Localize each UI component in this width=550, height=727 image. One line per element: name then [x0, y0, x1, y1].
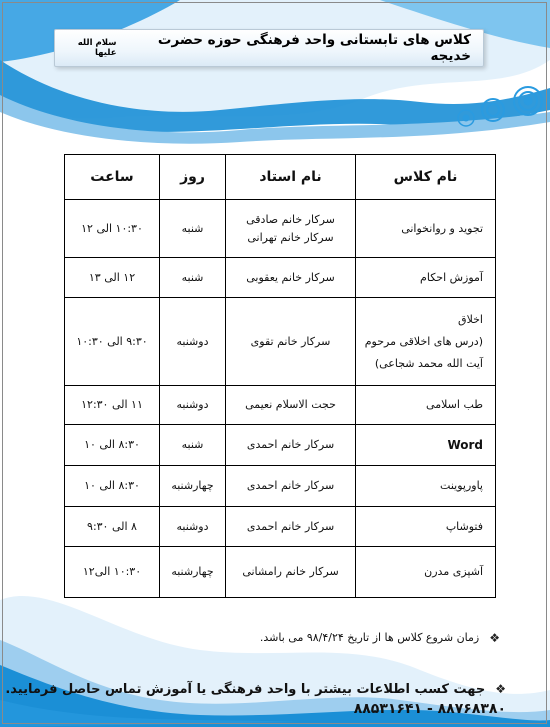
table-row [65, 547, 496, 598]
teacher-cell: سرکار خانم رامشانی [226, 547, 356, 598]
class-schedule-table [64, 154, 496, 598]
time-cell: ۱۰:۳۰ الی۱۲ [65, 547, 160, 598]
day-cell: شنبه [160, 258, 226, 298]
title-banner [54, 29, 484, 67]
day-cell: دوشنبه [160, 386, 226, 425]
day-cell: چهارشنبه [160, 466, 226, 507]
class-name-cell: آشپزی مدرن [356, 547, 496, 598]
time-cell: ۱۱ الی ۱۲:۳۰ [65, 386, 160, 425]
day-cell: دوشنبه [160, 507, 226, 547]
start-date-text: زمان شروع کلاس ها از تاریخ ۹۸/۴/۲۴ می باشد. [259, 631, 480, 644]
teacher-cell: سرکار خانم احمدی [226, 507, 356, 547]
time-cell: ۸:۳۰ الی ۱۰ [65, 466, 160, 507]
phone-numbers: ۸۸۷۶۸۳۸۰ - ۸۸۵۳۱۶۴۱ [353, 701, 506, 717]
contact-note [5, 682, 506, 717]
header-teacher-name: نام استاد [226, 155, 356, 200]
table-header-row [65, 155, 496, 200]
bullet-icon: ❖ [495, 682, 506, 696]
table-row [65, 425, 496, 466]
table-row [65, 507, 496, 547]
time-cell: ۱۲ الی ۱۳ [65, 258, 160, 298]
page-title: کلاس های تابستانی واحد فرهنگی حوزه حضرت خدیجه [157, 32, 471, 64]
teacher-cell: سرکار خانم احمدی [226, 425, 356, 466]
start-date-note [260, 631, 500, 645]
teacher-cell: سرکار خانم یعقوبی [226, 258, 356, 298]
class-name-cell: تجوید و روانخوانی [356, 200, 496, 258]
class-name-cell: طب اسلامی [356, 386, 496, 425]
table-row [65, 298, 496, 386]
table-row [65, 466, 496, 507]
bullet-icon: ❖ [489, 631, 500, 645]
day-cell: دوشنبه [160, 298, 226, 386]
teacher-cell: سرکار خانم احمدی [226, 466, 356, 507]
time-cell: ۸:۳۰ الی ۱۰ [65, 425, 160, 466]
class-name-cell: آموزش احکام [356, 258, 496, 298]
teacher-cell: سرکار خانم تقوی [226, 298, 356, 386]
day-cell: شنبه [160, 200, 226, 258]
class-name-cell: پاورپوینت [356, 466, 496, 507]
header-day: روز [160, 155, 226, 200]
teacher-cell: سرکار خانم صادقی سرکار خانم تهرانی [226, 200, 356, 258]
time-cell: ۱۰:۳۰ الی ۱۲ [65, 200, 160, 258]
class-name-cell: فتوشاپ [356, 507, 496, 547]
title-honorific: سلام الله علیها [77, 38, 117, 58]
contact-text: جهت کسب اطلاعات بیشتر با واحد فرهنگی یا آموزش تماس حاصل فرمایید. [5, 682, 486, 697]
table-row [65, 200, 496, 258]
class-name-cell: Word [356, 425, 496, 466]
header-time: ساعت [65, 155, 160, 200]
time-cell: ۸ الی ۹:۳۰ [65, 507, 160, 547]
teacher-cell: حجت الاسلام نعیمی [226, 386, 356, 425]
day-cell: شنبه [160, 425, 226, 466]
header-class-name: نام کلاس [356, 155, 496, 200]
class-name-cell: اخلاق (درس های اخلاقی مرحوم آیت الله محمد شجاعی) [356, 298, 496, 386]
time-cell: ۹:۳۰ الی ۱۰:۳۰ [65, 298, 160, 386]
table-row [65, 386, 496, 425]
table-row [65, 258, 496, 298]
day-cell: چهارشنبه [160, 547, 226, 598]
